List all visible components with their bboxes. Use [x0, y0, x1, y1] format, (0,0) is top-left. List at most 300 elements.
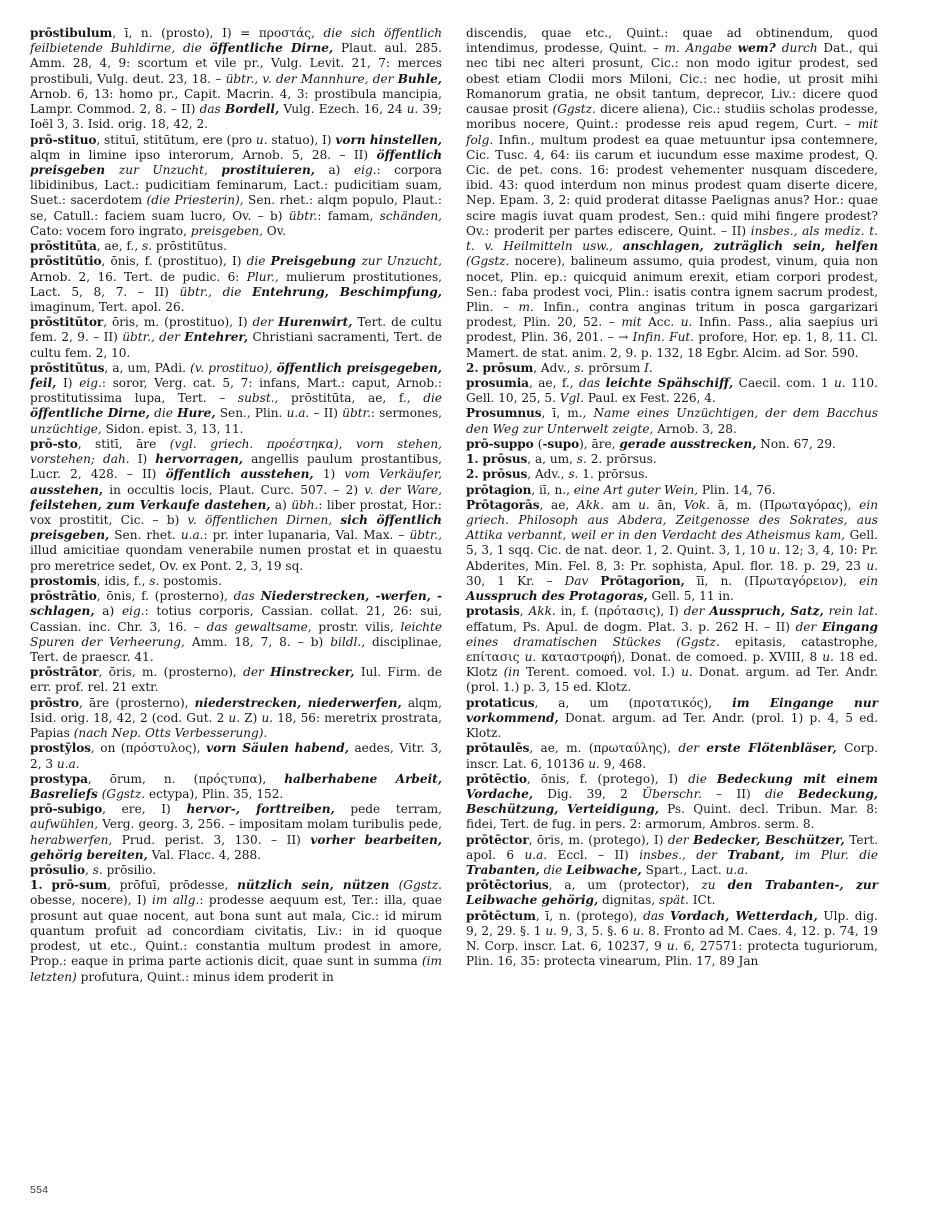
entry-note: (im letzten)	[30, 954, 442, 984]
entry-text: ,	[84, 863, 93, 878]
entry-text: aedes, Vitr. 3, 2, 3	[30, 741, 442, 771]
entry-note: v. der Ware,	[364, 482, 442, 497]
entry-note: der	[243, 665, 271, 680]
entry-text: a)	[270, 497, 292, 512]
entry-note: übtr., der	[122, 330, 185, 345]
entry-text: 1. prōrsus.	[578, 467, 649, 482]
entry-text: 8. Fronto ad M. Caes. 4, 12. p. 74, 19 N. Corp. inscr. Lat. 6, 10237, 9	[466, 923, 878, 954]
dictionary-entry	[466, 498, 878, 605]
entry-note: unzüchtige,	[30, 421, 102, 436]
entry-note: Akk.	[528, 604, 556, 619]
entry-text: Gell. 5, 3, 1 sqq. Cic. de nat. deor. 1, 2. Quint. 3, 1, 10	[466, 528, 878, 558]
entry-text: Infin., contra anginas tritum in posca gargarizari prodest, Plin. 20, 52. –	[466, 299, 878, 330]
entry-note: der	[678, 741, 707, 756]
entry-text: , ae, f.,	[528, 376, 579, 391]
entry-text: ),	[192, 741, 207, 756]
entry-text: , stituī, stitūtum, ere (pro	[96, 132, 256, 147]
entry-gloss: öffentlich preisgeben	[30, 147, 442, 177]
entry-headword: prōtēctor	[466, 832, 529, 847]
entry-text: Caecil. com. 1	[733, 376, 834, 391]
entry-text: Val. Flacc. 4, 288.	[147, 847, 261, 862]
entry-headword: prōstro	[30, 695, 80, 710]
entry-note: übtr., die	[179, 284, 253, 299]
entry-text: alqm, Isid. orig. 18, 42, 2 (cod. Gut. 2	[30, 695, 442, 725]
entry-gloss: im Eingange nur vorkommend,	[466, 695, 878, 725]
entry-text: Vulg. Ezech. 16, 24	[279, 102, 407, 117]
entry-text: Dat., qui nec tibi nec alteri prosunt, Cic.: non modo igitur prodest, sed obest etiam Clodii mors Miloni, Cic.: nec hodie, ut prosit mihi Romanorum gratia, ne obsit tantum, deprecor, Liv.: dicere quod causae prosit	[466, 41, 878, 117]
entry-note: übtr.	[342, 406, 371, 421]
entry-note: im Plur. die	[794, 847, 878, 862]
dictionary-entry	[30, 315, 442, 361]
entry-note: Überschr.	[642, 786, 702, 801]
entry-headword: prostȳlos	[30, 741, 91, 756]
entry-note: zur Unzucht,	[361, 254, 442, 269]
entry-headword: 2. prōsus	[466, 467, 528, 482]
entry-note: u.	[255, 132, 268, 147]
entry-note: u.	[588, 756, 600, 771]
entry-text: Plaut. aul. 285. Amm. 28, 4, 9: scortum et vile pr., Vulg. Levit. 21, 7: merces prostibuli, Vulg. deut. 23, 18. –	[30, 41, 442, 86]
entry-text: , ōrum, n. (	[87, 771, 199, 786]
entry-text: : famam,	[317, 208, 380, 223]
entry-note: mit folg.	[466, 117, 878, 147]
entry-note: eig.	[353, 162, 377, 177]
dictionary-entry	[30, 133, 442, 240]
entry-text: discendis, quae etc., Quint.: quae ad obtinendum, quod intendimus, prodesse, Quint. –	[466, 26, 878, 56]
entry-text: 1)	[313, 467, 345, 482]
entry-gloss: niederstrecken, niederwerfen,	[194, 695, 402, 710]
entry-gloss: Hure,	[177, 406, 216, 421]
entry-text: ectypa), Plin. 35, 152.	[145, 786, 284, 801]
entry-text: ICt.	[688, 893, 716, 908]
entry-text: πρόστυλος	[125, 741, 192, 756]
entry-note: vorn stehen, vorstehen; dah.	[30, 436, 442, 467]
entry-gloss: feilstehen, zum Verkaufe dastehen,	[30, 497, 271, 512]
entry-note: u.a.	[56, 756, 80, 771]
entry-text: : corpora libidinibus, Lact.: pudicitiam feminarum, Lact.: pudicitiam suam, Suet.: sacerdotem	[30, 162, 443, 208]
entry-text: Donat. argum. ad Ter. Andr. (prol. 1.) p. 3, 15 ed. Klotz.	[466, 665, 879, 695]
entry-headword: prōtēctum	[466, 908, 536, 923]
entry-headword: prōtēctio	[466, 771, 527, 786]
entry-note: insbes., als mediz. t. t. v. Heilmitteln usw.,	[466, 223, 878, 254]
entry-text: Plin. 14, 76.	[698, 482, 776, 497]
entry-headword: prōstrātor	[30, 665, 99, 680]
dictionary-entry	[466, 437, 878, 452]
entry-text: Arnob. 2, 16. Tert. de pudic. 6:	[30, 269, 247, 284]
entry-text: effatum, Ps. Apul. de dogm. Plat. 3. p. 262 H. – II)	[466, 619, 796, 634]
entry-text: ),	[257, 771, 285, 786]
entry-note: u.	[666, 939, 679, 954]
entry-text: ),	[662, 741, 679, 756]
entry-text: 30, 1 Kr. –	[466, 573, 565, 588]
dictionary-entry	[466, 406, 878, 436]
entry-headword: prō-stituo	[30, 132, 97, 147]
entry-text: , idis, f.,	[96, 573, 150, 588]
entry-text: , iī, n.,	[531, 482, 574, 497]
entry-text: disciplinae, Tert. de praescr. 41.	[30, 634, 442, 664]
entry-text: ), I)	[655, 604, 684, 619]
entry-text: : sermones,	[370, 406, 442, 421]
entry-text: Πρωταγόρας	[764, 497, 843, 512]
entry-note: u.	[406, 102, 419, 117]
entry-note: u.	[680, 315, 693, 330]
entry-text: 110. Gell. 10, 25, 5.	[466, 376, 878, 406]
entry-headword: prōstitūtio	[30, 254, 102, 269]
entry-gloss: anschlagen, zuträglich sein, helfen	[622, 239, 878, 254]
page-number: 554	[30, 1184, 49, 1196]
entry-text: Arnob. 3, 28.	[653, 421, 737, 436]
entry-text: – II)	[701, 786, 765, 801]
entry-text: πρόςτυπα	[198, 771, 258, 786]
entry-headword: prōsulio	[30, 863, 85, 878]
entry-headword: prosumia	[466, 376, 529, 391]
entry-gloss: vorn hinstellen,	[335, 132, 442, 147]
entry-text: Verg. georg. 3, 256. – impositam molam turibulis pede,	[98, 817, 442, 832]
entry-gloss: hervor-, forttreiben,	[186, 802, 335, 817]
entry-text: (	[537, 436, 543, 451]
entry-note: Name eines Unzüchtigen, der dem Bacchus den Weg zur Unterwelt zeigte,	[466, 406, 878, 436]
entry-note: ein griech. Philosoph aus Abdera, Zeitgenosse des Sokrates, aus Attika verbannt, weil er in den Verdacht des Atheismus kam,	[466, 497, 878, 543]
entry-text: Non. 67, 29.	[756, 436, 836, 451]
entry-note: (Ggstz.	[466, 254, 510, 269]
entry-gloss: öffentliche Dirne,	[209, 41, 334, 56]
entry-gloss: erste Flötenbläser,	[706, 741, 837, 756]
entry-gloss: Bordell,	[224, 102, 280, 117]
entry-headword: protasis	[466, 604, 520, 619]
entry-headword: prō-subigo	[30, 802, 103, 817]
entry-text: , ōnis, f. (prosterno),	[96, 589, 234, 604]
entry-note: im allg.	[152, 893, 200, 908]
entry-text: : prodesse aequum est, Ter.: illa, quae prosunt aut quae nocent, aut bona sunt aut mala, Cic.: id mirum quantum profuit ad concordiam civitatis, Liv.: in id quoque prodest, ut etc., Quint.: constantia multum prodest in amore, Prop.: eaque in prima parte actionis dicit, quae sunt in summa	[30, 893, 442, 969]
entry-gloss: Ausspruch des Protagoras,	[466, 589, 648, 604]
entry-note: u.	[545, 923, 558, 938]
entry-note: (Ggstz.	[398, 878, 442, 893]
entry-note: aufwühlen,	[30, 817, 99, 832]
dictionary-entry	[30, 437, 442, 574]
entry-headword: 2. prōsum	[466, 360, 534, 375]
entry-note: das	[578, 376, 606, 391]
entry-note: (vgl. griech.	[169, 436, 267, 451]
entry-headword: prōstrātio	[30, 589, 97, 604]
entry-text: Acc.	[648, 315, 681, 330]
entry-gloss: vorn Säulen habend,	[206, 741, 349, 756]
entry-text: επίτασις	[466, 649, 520, 664]
entry-note: die	[154, 406, 178, 421]
entry-text: ), āre,	[579, 436, 620, 451]
entry-gloss: Bedeckung, Beschützung, Verteidigung,	[466, 786, 878, 817]
entry-headword: 1. prō-sum	[30, 878, 108, 893]
entry-text: ,	[338, 436, 356, 451]
entry-note: vom Verkäufer,	[344, 467, 443, 482]
entry-headword: Prosumnus	[466, 406, 542, 421]
entry-note: προέστηκα)	[266, 436, 339, 451]
entry-text: , ere, I)	[102, 802, 187, 817]
entry-text: Πρωταγόρειον	[748, 573, 839, 588]
entry-text: Paul. ex Fest. 226, 4.	[583, 391, 716, 406]
entry-gloss: halberhabene Arbeit, Basreliefs	[30, 771, 442, 801]
entry-note: die	[423, 391, 442, 406]
entry-text: , ī, n. (prosto), I) =	[112, 26, 259, 40]
entry-text: 39; Ioël 3, 3. Isid. orig. 18, 42, 2.	[30, 102, 443, 132]
entry-note: die	[543, 863, 567, 878]
dictionary-entry	[466, 452, 878, 467]
entry-text: Ov.	[262, 223, 286, 238]
entry-text: 18 ed. Klotz	[466, 649, 878, 680]
entry-text: 9, 3, 5. §. 6	[557, 923, 633, 938]
entry-note: das	[199, 102, 225, 117]
entry-text: profore, Hor. ep. 1, 8, 11. Cl. Mamert. de stat. anim. 2, 9. p. 132, 18 Egbr. Alcim. ad Sor. 590.	[466, 330, 878, 360]
entry-text: nocere), balineum assumo, quia prodest, vinum, quia non nocet, Plin. ep.: quicquid animum erexit, etiam corpori prodest, Sen.: faba prodest voci, Plin.: isatis contra ignem sacrum prodest, Plin. –	[466, 254, 878, 314]
entry-note: preisgeben,	[190, 223, 263, 238]
entry-gloss: öffentlich ausstehen,	[165, 467, 314, 482]
entry-note: s.	[574, 360, 585, 375]
entry-text: statuo), I)	[267, 132, 336, 147]
entry-text: ,	[311, 26, 324, 40]
entry-note: m.	[518, 299, 534, 314]
entry-text: imaginum, Tert. apol. 26.	[30, 299, 185, 314]
entry-text: , ī, n. (protego),	[535, 908, 644, 923]
entry-note: insbes., der	[639, 847, 728, 862]
entry-text: illud amicitiae quondam venerabile numen prostat et in quaestu pro meretrice sedet, Ov. ex Pont. 2, 3, 19 sq.	[30, 543, 442, 573]
entry-note: s.	[568, 467, 579, 482]
entry-note: der	[667, 832, 694, 847]
entry-text: Gell. 5, 11 in.	[647, 589, 734, 604]
entry-note: zu	[701, 878, 728, 893]
dictionary-entry	[30, 254, 442, 315]
entry-text: 2. prōrsus.	[586, 452, 657, 467]
entry-text: I)	[137, 452, 156, 467]
entry-note: durch	[781, 41, 824, 56]
entry-note: u.	[524, 649, 537, 664]
entry-text: , ōris, m. (prosterno),	[98, 665, 244, 680]
entry-gloss: Hinstrecker,	[270, 665, 355, 680]
entry-text: Arnob. 6, 13: homo pr., Capit. Macrin. 4, 3: prostibula mancipia, Lampr. Commod. 2, 8. – II)	[30, 86, 442, 117]
entry-gloss: Entehrer,	[184, 330, 249, 345]
entry-text: ā, m. (	[709, 497, 765, 512]
entry-gloss: nützlich sein, nützen	[237, 878, 399, 893]
entry-note: u.	[822, 649, 834, 664]
entry-note: das	[643, 908, 670, 923]
entry-text: , āre (prosterno),	[79, 695, 195, 710]
entry-text: , prōfuī, prōdesse,	[107, 878, 238, 893]
entry-note: ein	[859, 573, 878, 588]
entry-note: (v. prostituo),	[190, 360, 273, 375]
entry-text: 12; 3, 4, 10: Pr. Abderites, Min. Fel. 8, 3: Pr. sophista, Apul. flor. 18. p. 29, 23	[466, 543, 878, 573]
entry-headword: protaticus	[466, 695, 535, 710]
page-columns	[30, 26, 907, 1161]
entry-text: prōstitūtus.	[152, 239, 228, 254]
entry-text: , ōnis, f. (prostituo), I)	[101, 254, 247, 269]
entry-gloss: öffentlich preisgegeben, feil,	[30, 360, 442, 391]
entry-headword: prostypa	[30, 771, 88, 786]
entry-text: πρότασις	[598, 604, 656, 619]
entry-text: Iul. Firm. de err. prof. rel. 21 extr.	[30, 665, 442, 695]
entry-note: m. Angabe	[664, 41, 738, 56]
dictionary-entry	[466, 483, 878, 498]
entry-gloss: Buhle,	[397, 71, 442, 86]
dictionary-entry	[30, 863, 442, 878]
dictionary-entry	[30, 574, 442, 589]
entry-text: , a, um,	[527, 452, 577, 467]
entry-gloss: sich öffentlich preisgeben,	[30, 513, 442, 543]
entry-note: eines dramatischen Stückes (Ggstz.	[466, 634, 720, 649]
entry-note: (nach Nep. Otts Verbesserung).	[73, 726, 268, 741]
entry-gloss: Preisgebung	[270, 254, 362, 269]
entry-text: Sen., Plin.	[215, 406, 287, 421]
entry-headword: 1. prōsus	[466, 452, 528, 467]
entry-text: dignitas,	[598, 893, 660, 908]
entry-text: Cato: vocem foro ingrato,	[30, 223, 191, 238]
entry-text: prōrsum	[584, 360, 645, 375]
entry-note: die sich öffentlich feilbietende Buhldirne, die	[30, 26, 442, 56]
entry-note: eig.	[121, 604, 145, 619]
entry-text: ),	[703, 695, 733, 710]
dictionary-entry	[466, 467, 878, 482]
dictionary-entry	[30, 589, 442, 665]
entry-note: u.	[768, 543, 781, 558]
dictionary-entry	[30, 26, 442, 133]
entry-text: ), Donat. de comoed. p. XVIII, 8	[616, 649, 823, 664]
entry-text: : totius corporis, Cassian. collat. 21, 26: sui, Cassian. inc. Chr. 3, 16. –	[30, 604, 442, 634]
dictionary-entry	[30, 772, 442, 802]
dictionary-entry	[466, 361, 878, 376]
entry-text: angellis paulum prostantibus, Lucr. 2, 428. – II)	[30, 452, 443, 482]
entry-note: der	[795, 619, 822, 634]
entry-note: mit	[621, 315, 649, 330]
entry-text: epitasis, catastrophe,	[719, 634, 878, 649]
entry-text: Sen. rhet.: alqm populo, Plaut.: se, Catull.: faciem suam lucro, Ov. – b)	[30, 193, 443, 223]
entry-text: Terent. comoed. vol. I.)	[519, 665, 682, 680]
entry-text: Donat. argum. ad Ter. Andr. (prol. 1) p. 4, 5 ed. Klotz.	[466, 710, 878, 741]
entry-note: v. öffentlichen Dirnen,	[187, 513, 341, 527]
entry-gloss: öffentliche Dirne,	[30, 406, 150, 421]
right-column	[466, 26, 878, 970]
entry-note: Infin. Fut.	[632, 330, 695, 345]
dictionary-entry	[466, 909, 878, 970]
entry-text: Sidon. epist. 3, 13, 11.	[101, 421, 244, 436]
entry-text: Prud. perist. 3, 130. – II)	[112, 832, 311, 847]
dictionary-entry	[466, 696, 878, 742]
entry-gloss: Ausspruch, Satz,	[709, 604, 824, 619]
entry-note: schänden,	[379, 208, 442, 223]
entry-text: postomis.	[159, 573, 222, 588]
entry-note: u.	[632, 923, 645, 938]
entry-note: u.a.	[725, 863, 749, 878]
dictionary-entry	[30, 361, 442, 437]
entry-text: Eccl. – II)	[547, 847, 640, 862]
entry-text: 18, 56: meretrix prostrata, Papias	[30, 710, 443, 741]
entry-text: I)	[56, 376, 80, 391]
entry-gloss: den Trabanten-, zur Leibwache gehörig,	[466, 878, 878, 908]
entry-note: übtr.,	[409, 528, 442, 543]
entry-text: mulierum prostitutiones, Lact. 5, 8, 7. – II)	[30, 269, 442, 299]
entry-headword: prōtaulēs	[466, 741, 530, 756]
entry-text: Christiani sacramenti, Tert. de cultu fem. 2, 10.	[30, 330, 442, 360]
entry-headword: prōstibulum	[30, 26, 113, 40]
entry-note: Vok.	[683, 497, 710, 512]
entry-text: πρωταύλης	[593, 741, 663, 756]
entry-headword: prōstitūtus	[30, 360, 105, 375]
entry-text: προστάς	[258, 26, 312, 40]
dictionary-entry	[466, 741, 878, 771]
entry-note: die	[246, 254, 271, 269]
entry-text: Ps. Quint. decl. Tribun. Mar. 8: fidei, Tert. de fug. in pers. 2: armorum, Ambros. serm. 8.	[466, 802, 878, 832]
entry-note: u.a.	[524, 847, 548, 862]
entry-gloss: Bedecker, Beschützer,	[693, 832, 845, 847]
entry-text: Infin. Pass., alia saepius uri prodest, Plin. 36, 201. – →	[466, 315, 879, 345]
entry-gloss: Bedeckung mit einem Vordache,	[466, 771, 878, 801]
entry-note: u.	[681, 665, 693, 680]
entry-note: Vgl.	[559, 391, 584, 406]
left-column	[30, 26, 442, 985]
entry-note: übtr.	[288, 208, 318, 223]
dictionary-entry	[466, 833, 878, 879]
entry-text: , ōris, m. (prostituo), I)	[103, 315, 253, 330]
entry-gloss: Niederstrecken, -werfen, -schlagen,	[30, 589, 442, 619]
entry-gloss: hervorragen,	[155, 452, 243, 467]
entry-note: rein lat.	[828, 604, 878, 619]
entry-text: , ōris, m. (protego), I)	[528, 832, 668, 847]
entry-text: καταστροφή	[541, 649, 617, 664]
entry-text: , ī, m.,	[541, 406, 594, 421]
entry-text: , on (	[90, 741, 126, 756]
dictionary-entry	[466, 376, 878, 406]
entry-note: eig.	[79, 376, 102, 391]
entry-note: zur Unzucht,	[118, 162, 222, 177]
entry-text: Corp. inscr. Lat. 6, 10136	[466, 741, 879, 771]
entry-headword: prōtagion	[466, 482, 532, 497]
entry-text: ān,	[649, 497, 684, 512]
entry-text: 6, 27571: protecta tuguriorum, Plin. 16, 35: protecta vinearum, Plin. 17, 89 Jan	[466, 939, 878, 969]
entry-text: Sen. rhet.	[109, 528, 181, 543]
entry-note: das	[233, 589, 261, 604]
entry-note: u.	[833, 376, 846, 391]
entry-note: spät.	[659, 893, 689, 908]
entry-note: herabwerfen,	[30, 832, 113, 847]
entry-note: Plur.,	[246, 269, 279, 284]
entry-text: , a, um, PAdi.	[104, 360, 191, 375]
entry-text: in, f. (	[555, 604, 599, 619]
entry-text: ),	[842, 497, 860, 512]
entry-note: Dav	[564, 573, 601, 588]
entry-headword: -supo	[542, 436, 580, 451]
entry-text: prostr. vilis,	[311, 619, 401, 634]
dictionary-entry	[30, 741, 442, 771]
entry-text: : pr. inter lupanaria, Val. Max. –	[203, 528, 410, 543]
entry-note: u.a.	[286, 406, 310, 421]
entry-gloss: Entehrung, Beschimpfung,	[252, 284, 442, 299]
entry-text: : liber prostat, Hor.: vox prostitit, Cic. – b)	[30, 497, 442, 527]
entry-text: , Adv.,	[533, 360, 575, 375]
entry-text: ,	[519, 604, 529, 619]
entry-text: Infin., multum prodest ea quae metuuntur ipsa contemnere, Cic. Tusc. 4, 64: iis carum et iucundum esse maxime prodest, Q. Cic. de pet. cons. 16: prodest vehementer nusquam discedere, ibid. 43: quod interdum non minus prodest quam diserte dicere, Nep. Epam. 3, 2: quid proderat ditasse Paelignas anus? Hor.: quae scire magis iuvat quam prodest, Sen.: quid mihi fingere prodest? Ov.: proderit per partes ediscere, Quint. – II)	[466, 132, 878, 238]
entry-gloss: Vordach, Wetterdach,	[670, 908, 818, 923]
dictionary-entry	[30, 239, 442, 254]
entry-text: a)	[94, 604, 122, 619]
entry-text: , ōnis, f. (protego), I)	[526, 771, 689, 786]
entry-text: pede terram,	[334, 802, 442, 817]
entry-text: – II)	[309, 406, 343, 421]
entry-gloss: prostituieren,	[221, 162, 315, 177]
entry-text: a)	[314, 162, 354, 177]
entry-text: alqm in limine ipso interorum, Arnob. 5, 28. – II)	[30, 147, 377, 162]
entry-text: : soror, Verg. cat. 5, 7: infans, Mart.: caput, Arnob.: prostitutissima lupa, Tert. –	[30, 376, 442, 406]
entry-text: obesse, nocere), I)	[30, 893, 153, 908]
entry-note: s.	[92, 863, 103, 878]
dictionary-entry	[466, 26, 878, 361]
entry-headword: prōstitūta	[30, 239, 97, 254]
entry-gloss: leichte Spähschiff,	[605, 376, 734, 391]
entry-text: , ae,	[539, 497, 577, 512]
